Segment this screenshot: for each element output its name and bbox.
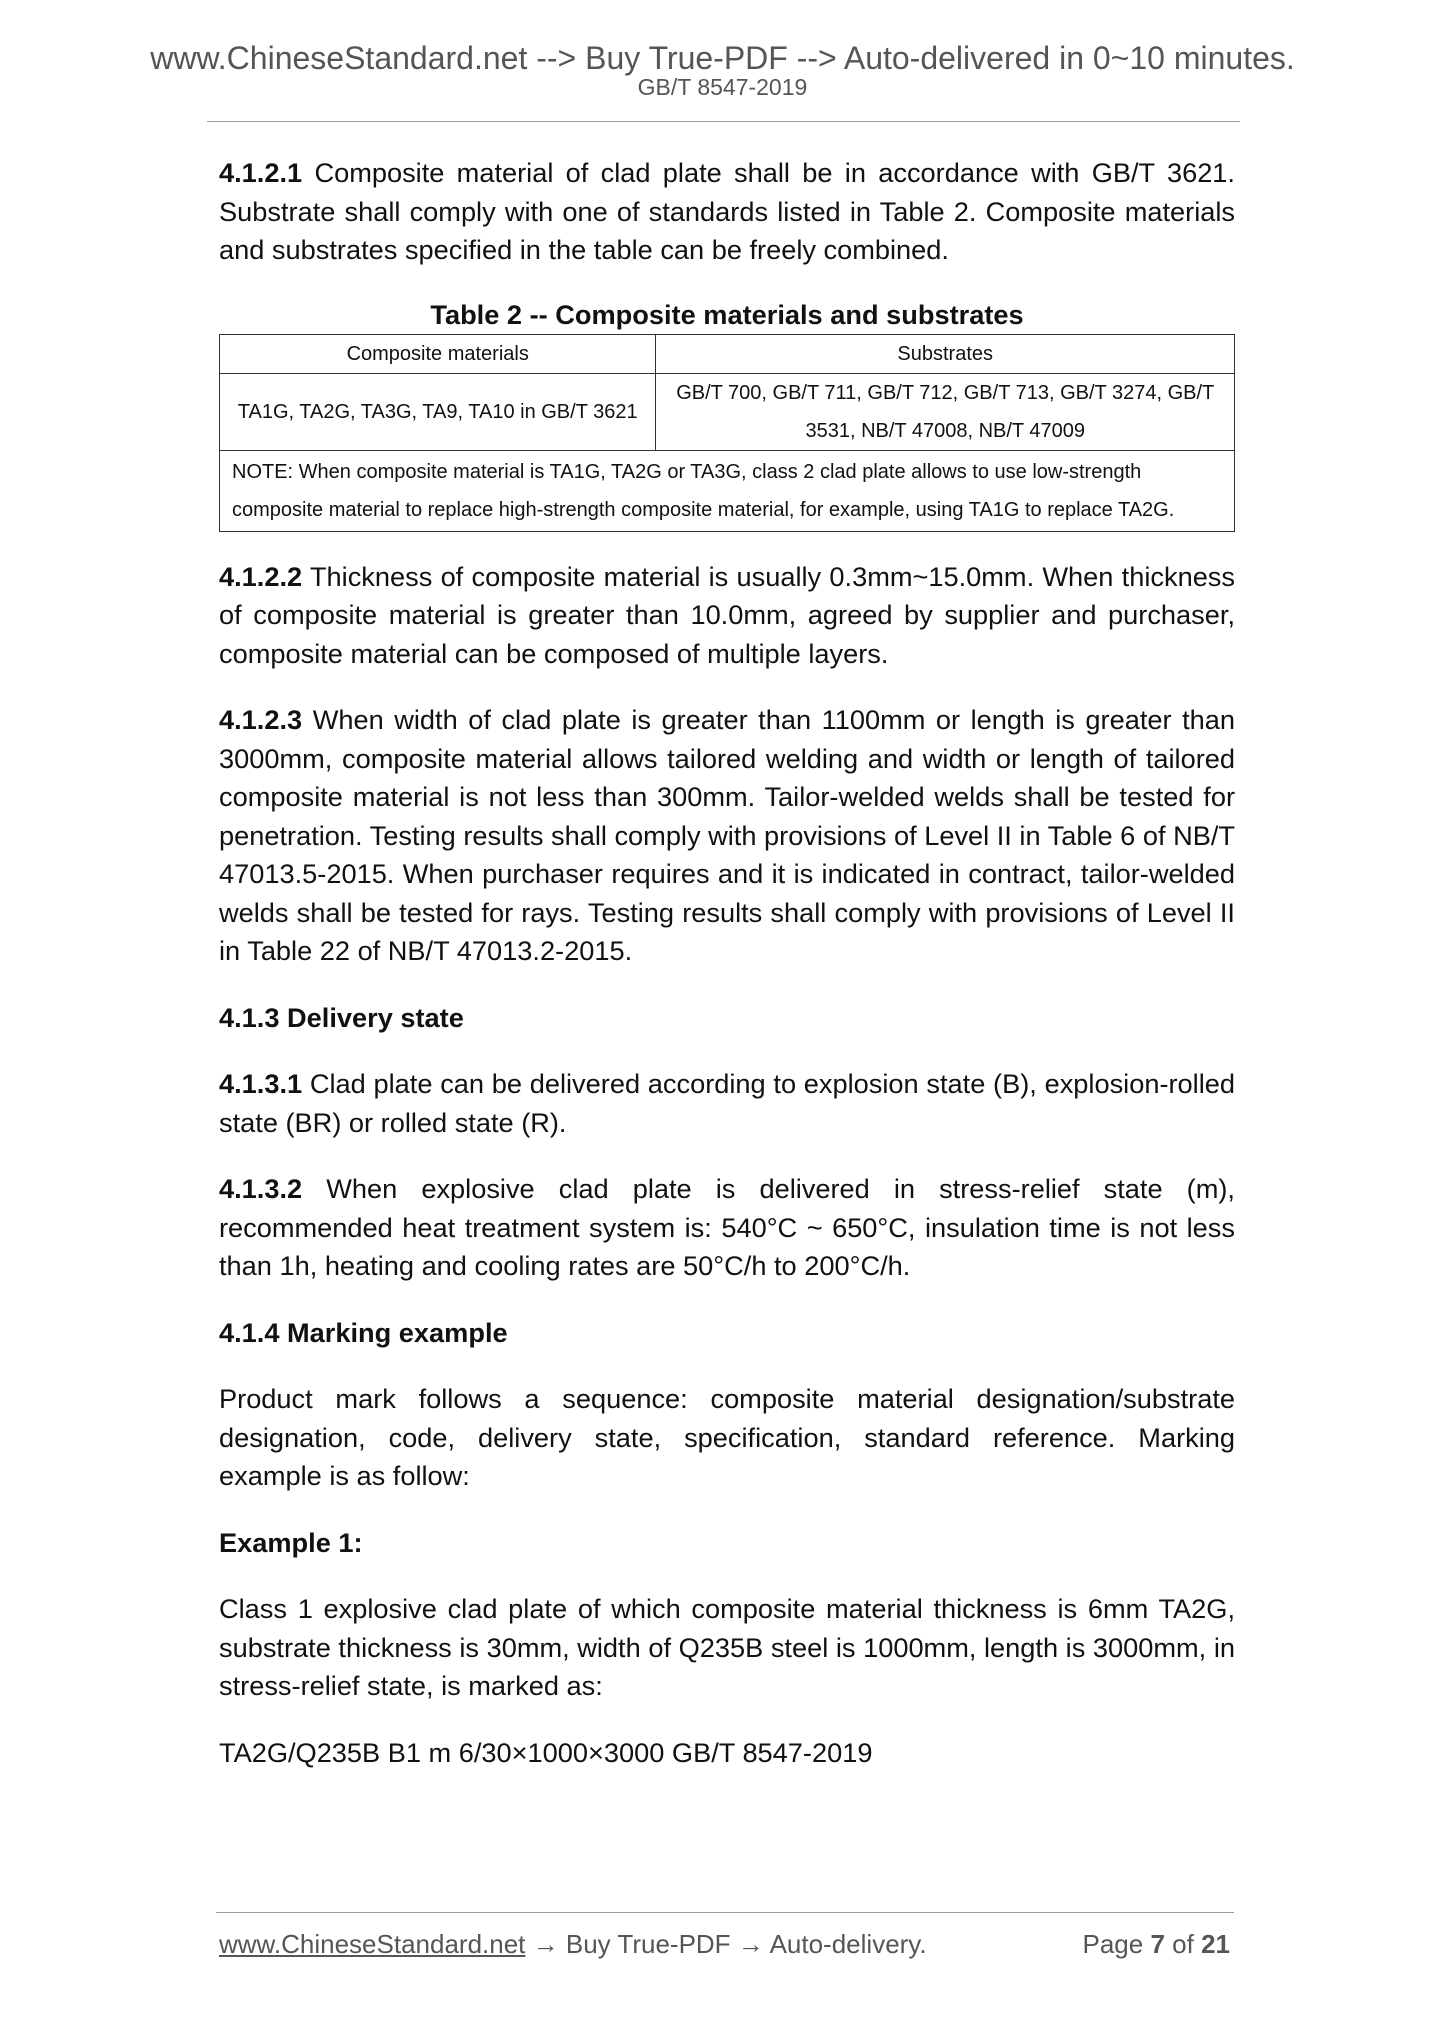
clause-4-1-2-1 [219,154,1235,270]
site-banner: www.ChineseStandard.net --> Buy True-PDF --> Auto-delivered in 0~10 minutes. [150,40,1295,76]
table-row [220,373,1235,450]
table-2-caption: Table 2 -- Composite materials and substrates [430,298,1024,330]
page-number: 7 [1150,1929,1165,1959]
header-divider [207,121,1240,122]
marking-string: TA2G/Q235B B1 m 6/30×1000×3000 GB/T 8547-2019 [219,1736,873,1768]
of-label: of [1172,1929,1194,1959]
page-label: Page [1082,1929,1144,1959]
clause-text: When explosive clad plate is delivered in stress-relief state (m), recommended heat treatment system is: 540°C ~ 650°C, insulation time is not less than 1h, heating and cooling rates are 50°C/h to 200°C/h. [219,1173,1235,1281]
example-label: Example 1: [219,1526,363,1558]
clause-text: Thickness of composite material is usually 0.3mm~15.0mm. When thickness of composite material is greater than 10.0mm, agreed by supplier and purchaser, composite material can be composed of multiple layers. [219,560,1235,669]
clause-text: When width of clad plate is greater than 1100mm or length is greater than 3000mm, composite material allows tailored welding and width or length of tailored composite material is not less than 300mm. Tailor-welded welds shall be tested for penetration. Testing results shall comply with provisions of Level II in Table 6 of NB/T 47013.5-2015. When purchaser requires and it is indicated in contract, tailor-welded welds shall be tested for rays. Testing results shall comply with provisions of Level II in Table 22 of NB/T 47013.2-2015. [219,704,1236,966]
standard-code: GB/T 8547-2019 [637,74,808,100]
heading-4-1-4: 4.1.4 Marking example [219,1316,508,1348]
page-indicator [1082,1928,1230,1960]
clause-4-1-3-2 [219,1170,1235,1286]
header-substrates: Substrates [656,334,1235,373]
clause-text: Clad plate can be delivered according to explosion state (B), explosion-rolled state (BR) or rolled state (R). [219,1068,1235,1138]
header-composite-materials: Composite materials [220,334,656,373]
heading-4-1-3: 4.1.3 Delivery state [219,1001,464,1033]
table-note: NOTE: When composite material is TA1G, TA2G or TA3G, class 2 clad plate allows to use low-strength composite material to replace high-strength composite material, for example, using TA1G to replace TA2G. [220,450,1235,531]
clause-4-1-2-2 [219,558,1235,674]
table-note-row [220,450,1235,531]
clause-number: 4.1.3.1 [219,1068,303,1099]
clause-4-1-3-1 [219,1065,1235,1142]
clause-number: 4.1.3.2 [219,1173,303,1204]
page-total: 21 [1201,1929,1230,1959]
clause-4-1-2-3 [219,701,1235,971]
clause-text: Composite material of clad plate shall be in accordance with GB/T 3621. Substrate shall comply with one of standards listed in Table 2. Composite materials and substrates specified in the table can be freely combined. [219,157,1235,265]
cell-substrates: GB/T 700, GB/T 711, GB/T 712, GB/T 713, GB/T 3274, GB/T 3531, NB/T 47008, NB/T 47009 [656,373,1235,450]
example-paragraph: Class 1 explosive clad plate of which composite material thickness is 6mm TA2G, substrate thickness is 30mm, width of Q235B steel is 1000mm, length is 3000mm, in stress-relief state, is marked as: [219,1593,1235,1701]
clause-number: 4.1.2.3 [219,704,303,735]
table-2 [219,334,1235,532]
table-header-row [220,334,1235,373]
cell-composite: TA1G, TA2G, TA3G, TA9, TA10 in GB/T 3621 [220,373,656,450]
footer-tagline: → Buy True-PDF → Auto-delivery. [525,1929,927,1959]
clause-number: 4.1.2.1 [219,157,303,188]
footer-site-link[interactable]: www.ChineseStandard.net [219,1929,526,1959]
page-footer [219,1928,1235,1960]
clause-number: 4.1.2.2 [219,560,303,592]
marking-paragraph: Product mark follows a sequence: composite material designation/substrate designation, code, delivery state, specification, standard reference. Marking example is as follow: [219,1383,1235,1491]
footer-divider [216,1912,1234,1913]
document-body [219,154,1235,1800]
